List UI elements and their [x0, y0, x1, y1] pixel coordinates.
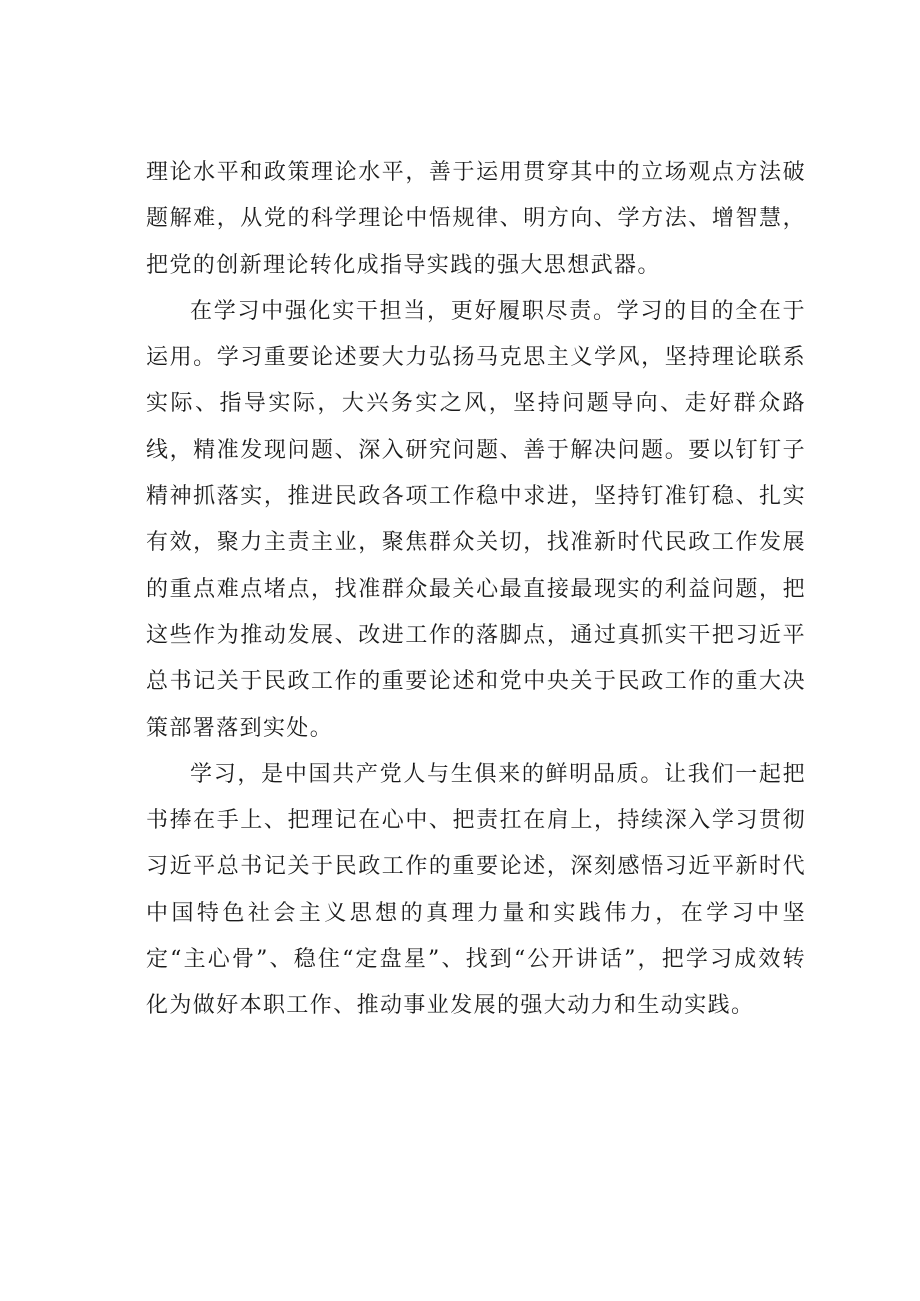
paragraph-conclusion: 学习，是中国共产党人与生俱来的鲜明品质。让我们一起把书捧在手上、把理记在心中、把责扛在肩上，持续深入学习贯彻习近平总书记关于民政工作的重要论述，深刻感悟习近平新时代中国特色社会主义思想的真理力量和实践伟力，在学习中坚定“主心骨”、稳住“定盘星”、找到“公开讲话”，把学习成效转化为做好本职工作、推动事业发展的强大动力和生动实践。	[146, 761, 806, 1019]
document-body	[146, 150, 806, 1030]
paragraph-practical-responsibility: 在学习中强化实干担当，更好履职尽责。学习的目的全在于运用。学习重要论述要大力弘扬马克思主义学风，坚持理论联系实际、指导实际，大兴务实之风，坚持问题导向、走好群众路线，精准发现问题、深入研究问题、善于解决问题。要以钉钉子精神抓落实，推进民政各项工作稳中求进，坚持钉准钉稳、扎实有效，聚力主责主业，聚焦群众关切，找准新时代民政工作发展的重点难点堵点，找准群众最关心最直接最现实的利益问题，把这些作为推动发展、改进工作的落脚点，通过真抓实干把习近平总书记关于民政工作的重要论述和党中央关于民政工作的重大决策部署落到实处。	[146, 298, 806, 741]
paragraph-continuation: 理论水平和政策理论水平，善于运用贯穿其中的立场观点方法破题解难，从党的科学理论中悟规律、明方向、学方法、增智慧，把党的创新理论转化成指导实践的强大思想武器。	[146, 160, 806, 278]
